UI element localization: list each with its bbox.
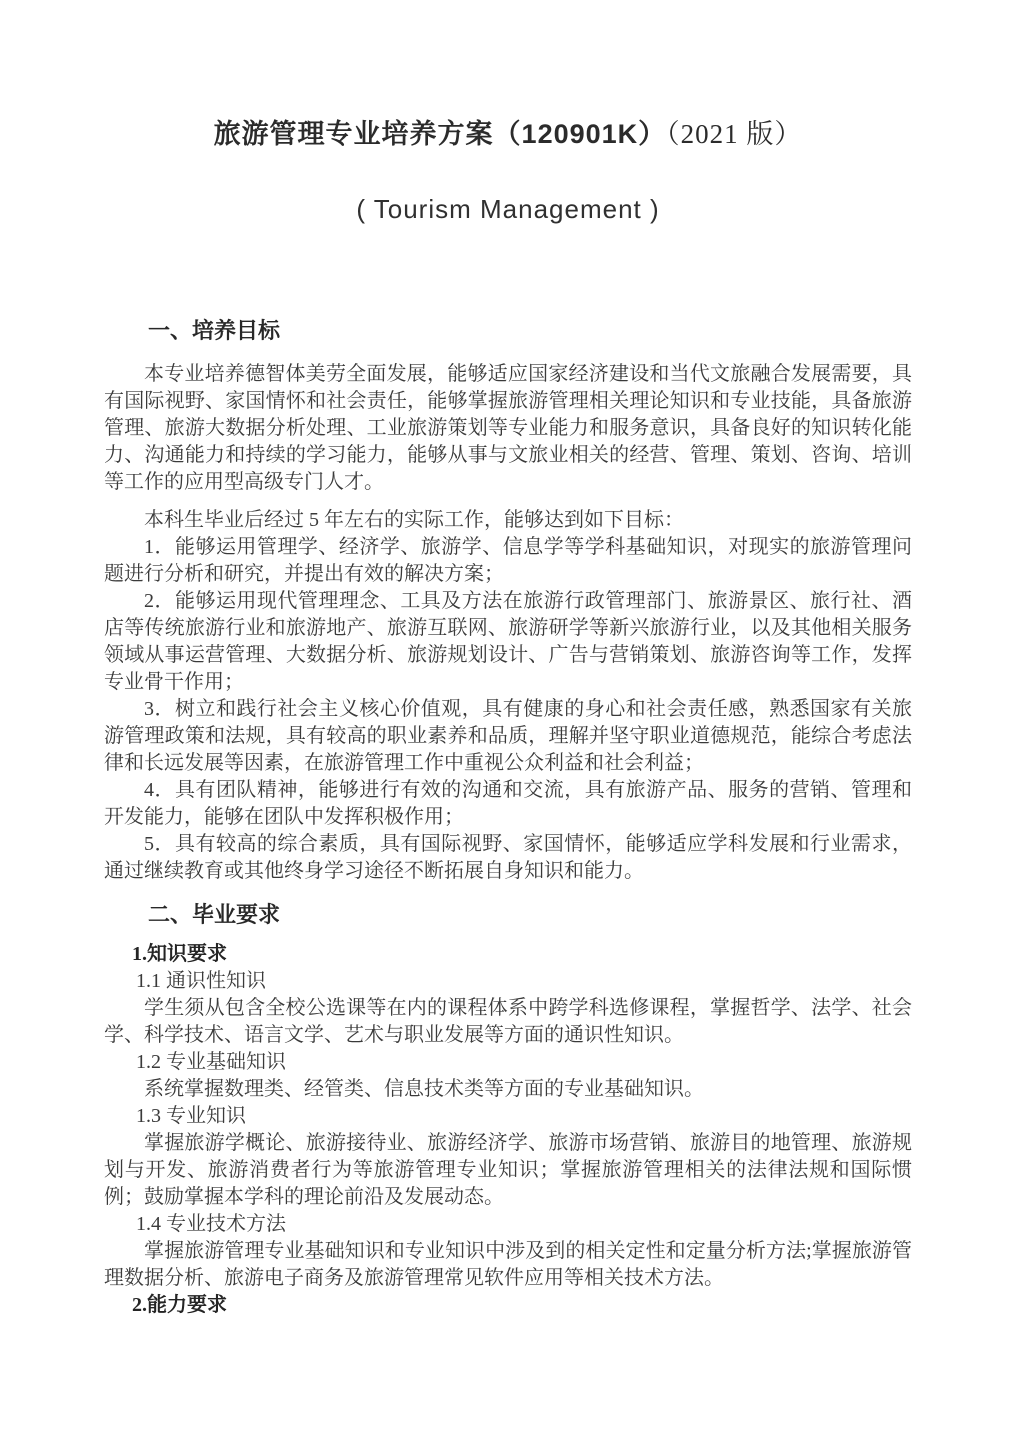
paragraph: 掌握旅游管理专业基础知识和专业知识中涉及到的相关定性和定量分析方法;掌握旅游管理数据分析、旅游电子商务及旅游管理常见软件应用等相关技术方法。 [104,1239,912,1289]
paragraph: 5．具有较高的综合素质，具有国际视野、家国情怀，能够适应学科发展和行业需求，通过继续教育或其他终身学习途径不断拓展自身知识和能力。 [104,832,912,882]
document-title-main: 旅游管理专业培养方案（120901K） [213,119,667,149]
paragraph: 掌握旅游学概论、旅游接待业、旅游经济学、旅游市场营销、旅游目的地管理、旅游规划与开发、旅游消费者行为等旅游管理专业知识；掌握旅游管理相关的法律法规和国际惯例；鼓励掌握本学科的理论前沿及发展动态。 [104,1131,912,1208]
paragraph: 系统掌握数理类、经管类、信息技术类等方面的专业基础知识。 [144,1077,704,1100]
section-training-objectives [104,317,912,885]
paragraph: 学生须从包含全校公选课等在内的课程体系中跨学科选修课程，掌握哲学、法学、社会学、科学技术、语言文学、艺术与职业发展等方面的通识性知识。 [104,996,912,1046]
document-subtitle: ( Tourism Management ) [356,193,660,224]
sub-heading: 1.1 通识性知识 [136,969,266,992]
requirement-group-heading: 1.知识要求 [132,942,227,965]
sub-heading: 1.3 专业知识 [136,1104,246,1127]
paragraph: 2．能够运用现代管理理念、工具及方法在旅游行政管理部门、旅游景区、旅行社、酒店等传统旅游行业和旅游地产、旅游互联网、旅游研学等新兴旅游行业，以及其他相关服务领域从事运营管理、大数据分析、旅游规划设计、广告与营销策划、旅游咨询等工作，发挥专业骨干作用； [104,589,912,693]
paragraph: 4．具有团队精神，能够进行有效的沟通和交流，具有旅游产品、服务的营销、管理和开发能力，能够在团队中发挥积极作用； [104,778,912,828]
paragraph: 本科生毕业后经过 5 年左右的实际工作，能够达到如下目标： [144,508,684,531]
section-graduation-requirements [104,901,912,1319]
paragraph: 本专业培养德智体美劳全面发展，能够适应国家经济建设和当代文旅融合发展需要，具有国际视野、家国情怀和社会责任，能够掌握旅游管理相关理论知识和专业技能，具备旅游管理、旅游大数据分析处理、工业旅游策划等专业能力和服务意识，具备良好的知识转化能力、沟通能力和持续的学习能力，能够从事与文旅业相关的经营、管理、策划、咨询、培训等工作的应用型高级专门人才。 [104,362,912,493]
document-title-version: （2021 版） [666,119,803,149]
paragraph: 3．树立和践行社会主义核心价值观，具有健康的身心和社会责任感，熟悉国家有关旅游管理政策和法规，具有较高的职业素养和品质，理解并坚守职业道德规范，能综合考虑法律和长远发展等因素，在旅游管理工作中重视公众利益和社会利益； [104,697,912,774]
sub-heading: 1.2 专业基础知识 [136,1050,286,1073]
document-title [104,118,912,152]
section-heading: 一、培养目标 [148,317,281,343]
sub-heading: 1.4 专业技术方法 [136,1212,286,1235]
section-heading: 二、毕业要求 [148,901,281,927]
paragraph: 1．能够运用管理学、经济学、旅游学、信息学等学科基础知识，对现实的旅游管理问题进行分析和研究，并提出有效的解决方案； [104,535,912,585]
requirement-group-heading: 2.能力要求 [132,1293,227,1316]
